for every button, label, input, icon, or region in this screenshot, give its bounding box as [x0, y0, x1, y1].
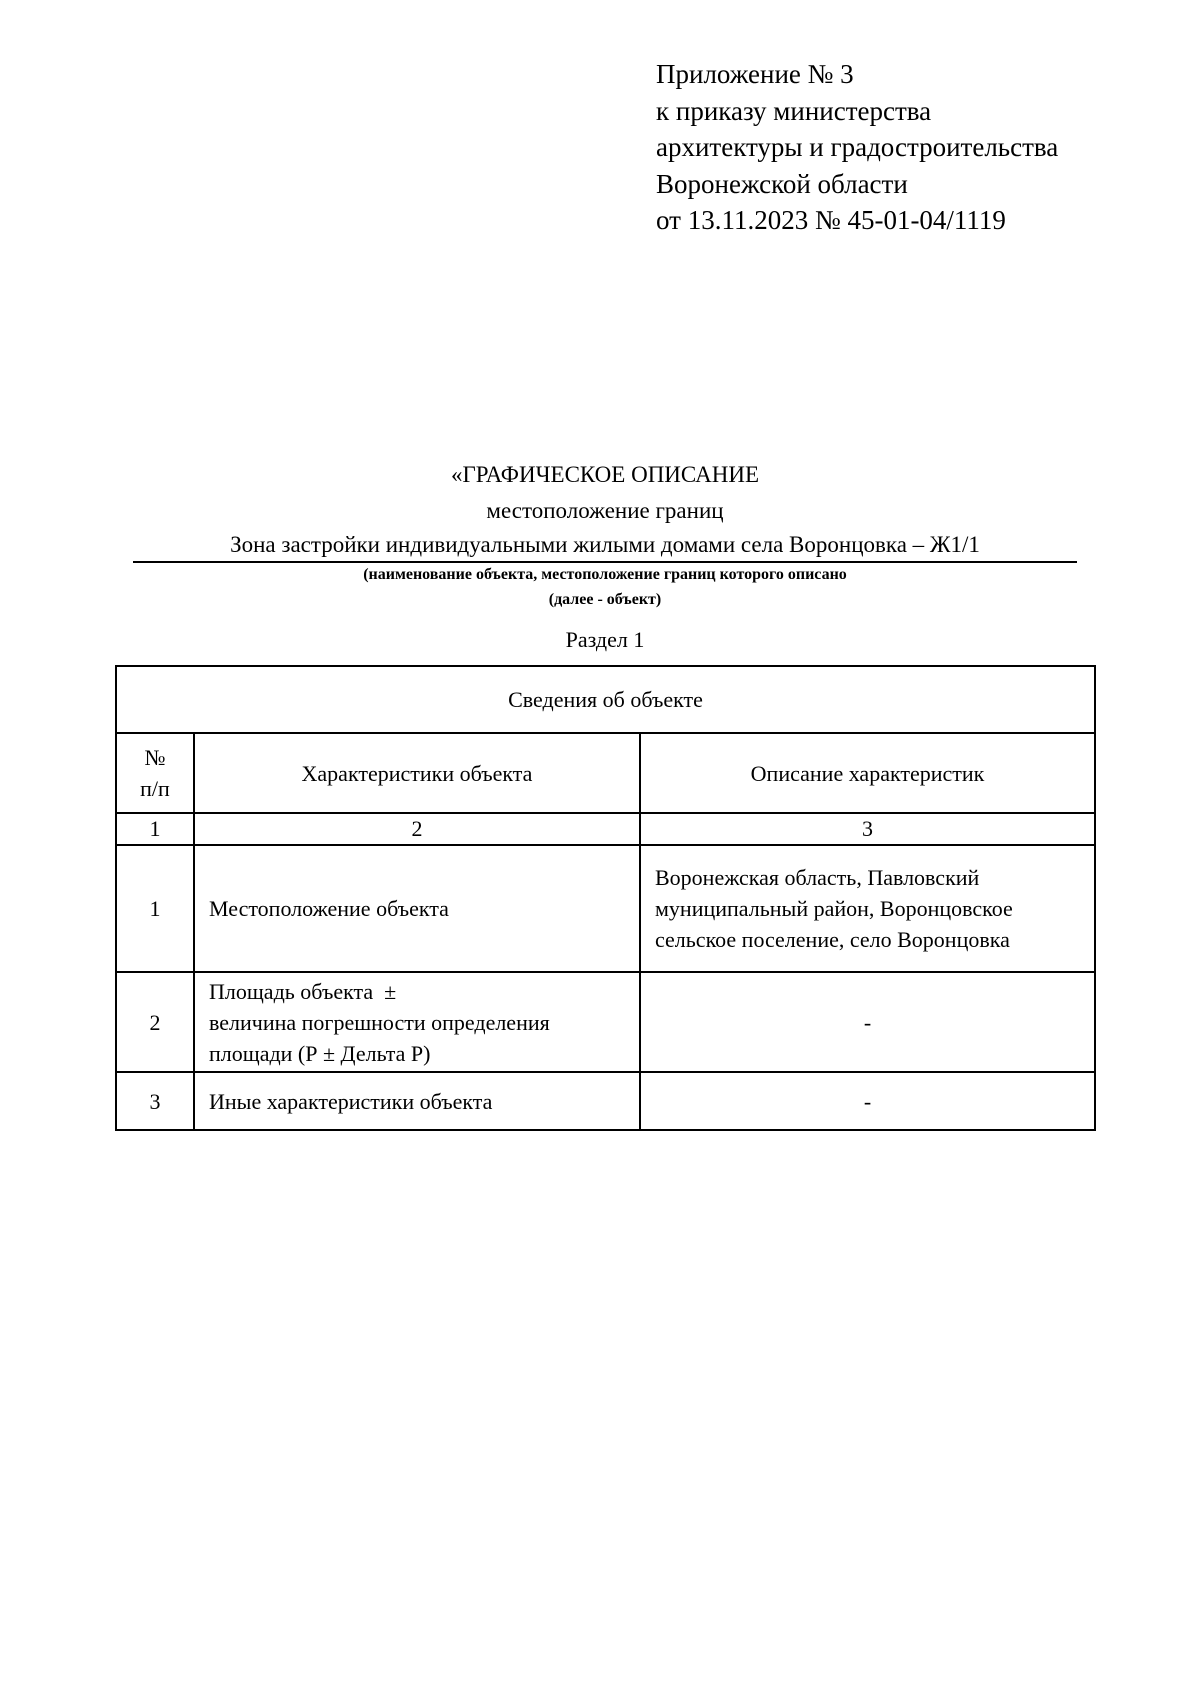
header-number: [116, 733, 194, 813]
section-title: Раздел 1: [565, 627, 645, 652]
row-characteristic-line: Площадь объекта ±: [209, 978, 397, 1004]
column-number: 2: [194, 813, 640, 845]
column-number-row: [116, 813, 1095, 845]
row-characteristic-line: Иные характеристики объекта: [209, 1088, 493, 1114]
appendix-line: архитектуры и градостроительства: [656, 132, 1059, 162]
object-info-table: [115, 665, 1096, 1131]
document-title: «ГРАФИЧЕСКОЕ ОПИСАНИЕ: [450, 462, 759, 487]
row-description: [640, 1072, 1095, 1130]
row-description-line: -: [863, 1009, 872, 1035]
table-caption: Сведения об объекте: [116, 666, 1095, 733]
header-number-line: №: [144, 745, 166, 770]
row-description-line: Воронежская область, Павловский: [655, 865, 980, 890]
document-subtitle: местоположение границ: [486, 498, 724, 523]
column-number: 3: [640, 813, 1095, 845]
appendix-line: Воронежской области: [656, 168, 908, 199]
object-name-note: (наименование объекта, местоположение границ которого описано: [363, 566, 847, 583]
object-name: Зона застройки индивидуальными жилыми домами села Воронцовка – Ж1/1: [230, 532, 980, 557]
appendix-line: Приложение № 3: [656, 59, 854, 89]
row-description: [640, 972, 1095, 1072]
header-description: Описание характеристик: [640, 733, 1095, 813]
row-number: 3: [116, 1072, 194, 1130]
appendix-block: [656, 56, 1058, 239]
row-description-line: -: [863, 1088, 872, 1114]
row-characteristic: [194, 1072, 640, 1130]
header-characteristics: Характеристики объекта: [194, 733, 640, 813]
appendix-line: к приказу министерства: [656, 95, 932, 126]
header-number-line: п/п: [140, 776, 170, 801]
row-number: 2: [116, 972, 194, 1072]
table-caption-row: [116, 666, 1095, 733]
row-characteristic: [194, 972, 640, 1072]
appendix-line: от 13.11.2023 № 45-01-04/1119: [656, 205, 1006, 235]
row-description: [640, 845, 1095, 972]
row-characteristic: [194, 845, 640, 972]
row-description-line: муниципальный район, Воронцовское: [655, 896, 1013, 921]
row-characteristic-line: величина погрешности определения: [209, 1009, 550, 1035]
row-characteristic-line: Местоположение объекта: [209, 896, 449, 921]
table-row: [116, 972, 1095, 1072]
table-header-row: [116, 733, 1095, 813]
table-row: [116, 845, 1095, 972]
row-number: 1: [116, 845, 194, 972]
row-characteristic-line: площади (Р ± Дельта Р): [209, 1040, 431, 1066]
column-number: 1: [116, 813, 194, 845]
object-name-note-continued: (далее - объект): [548, 591, 662, 608]
object-name-underline: [133, 561, 1077, 563]
row-description-line: сельское поселение, село Воронцовка: [655, 927, 1010, 952]
table-row: [116, 1072, 1095, 1130]
